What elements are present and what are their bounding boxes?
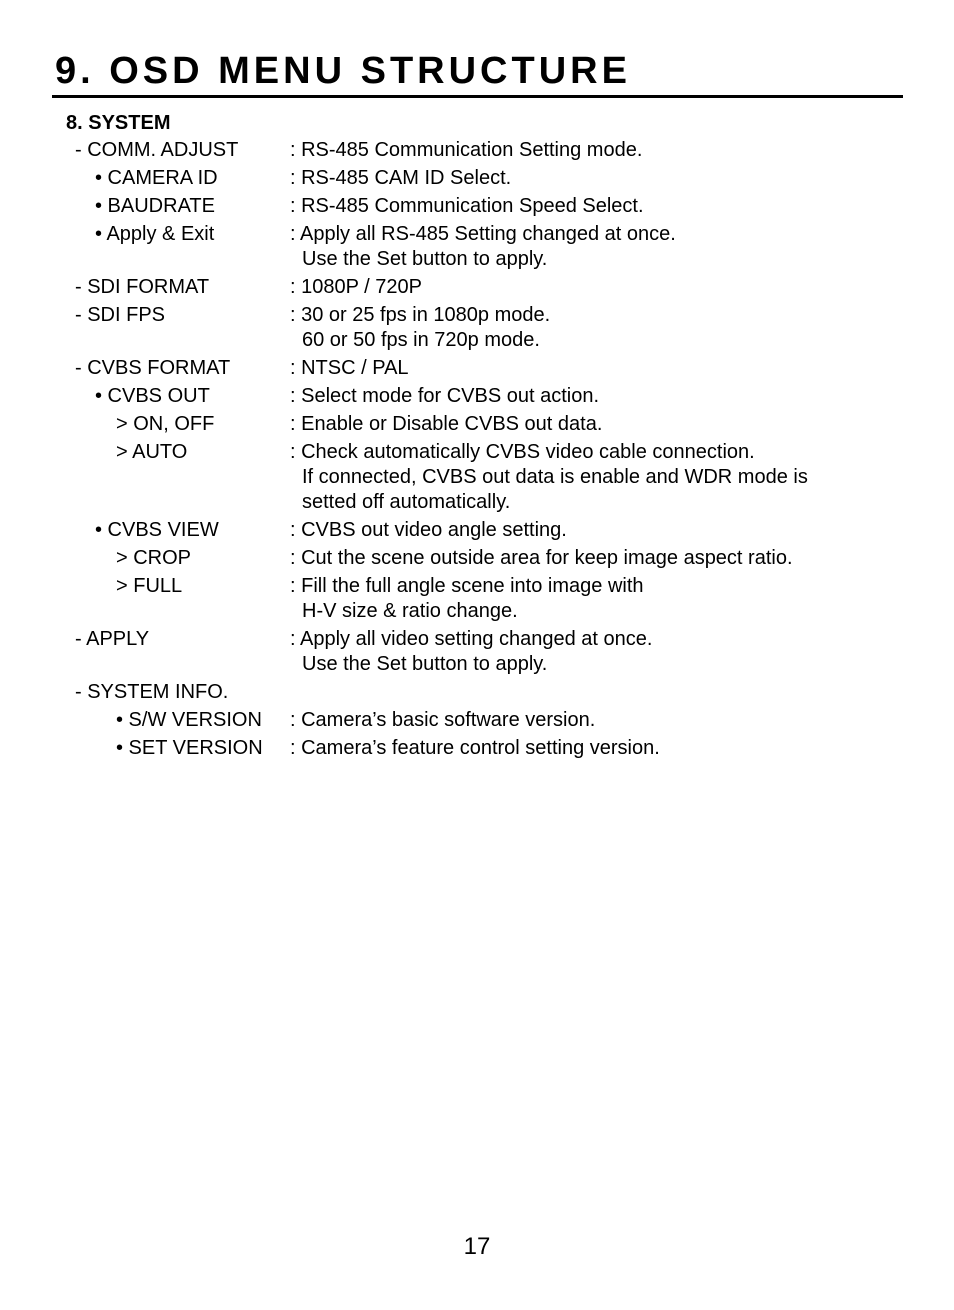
description-line: : Fill the full angle scene into image with <box>290 575 644 597</box>
entry-label: • CAMERA ID <box>95 167 218 189</box>
menu-entry-sdi-fps <box>0 303 954 353</box>
menu-entry-cvbs-format <box>0 356 954 381</box>
entry-description <box>290 138 890 163</box>
entry-description <box>290 574 890 624</box>
page-title: 9. OSD MENU STRUCTURE <box>55 50 631 92</box>
section-heading: 8. SYSTEM <box>66 112 171 134</box>
description-line: : Select mode for CVBS out action. <box>290 385 600 407</box>
entry-label: • BAUDRATE <box>95 195 215 217</box>
page-number: 17 <box>463 1233 491 1260</box>
entry-label: • Apply & Exit <box>95 223 215 245</box>
menu-entry-sw-version <box>0 708 954 733</box>
description-line: 60 or 50 fps in 720p mode. <box>302 329 540 351</box>
description-line: : 30 or 25 fps in 1080p mode. <box>290 304 551 326</box>
menu-entry-cvbs-view <box>0 518 954 543</box>
entry-description <box>290 194 890 219</box>
menu-entry-on-off <box>0 412 954 437</box>
title-divider <box>52 95 903 98</box>
description-line: : Apply all RS-485 Setting changed at once. <box>290 223 676 245</box>
entry-description <box>290 222 890 272</box>
entry-label: - COMM. ADJUST <box>75 139 239 161</box>
entry-description <box>290 627 890 677</box>
description-line: : Apply all video setting changed at once. <box>290 628 653 650</box>
description-line: : NTSC / PAL <box>290 357 409 379</box>
description-line: : Cut the scene outside area for keep image aspect ratio. <box>290 547 793 569</box>
entry-description <box>290 736 890 761</box>
description-line: : Camera’s basic software version. <box>290 709 596 731</box>
description-line: : Enable or Disable CVBS out data. <box>290 413 603 435</box>
menu-entry-baudrate <box>0 194 954 219</box>
description-line: : 1080P / 720P <box>290 276 422 298</box>
entry-description <box>290 303 890 353</box>
menu-entry-crop <box>0 546 954 571</box>
description-line: : RS-485 Communication Speed Select. <box>290 195 644 217</box>
entry-description <box>290 356 890 381</box>
entry-description <box>290 518 890 543</box>
menu-entry-full <box>0 574 954 624</box>
entry-description <box>290 546 890 571</box>
menu-entry-apply-exit <box>0 222 954 272</box>
menu-entry-cvbs-out <box>0 384 954 409</box>
entry-description <box>290 166 890 191</box>
entry-label: • CVBS OUT <box>95 385 210 407</box>
menu-entry-system-info <box>0 680 954 705</box>
menu-entry-set-version <box>0 736 954 761</box>
description-line: Use the Set button to apply. <box>302 653 548 675</box>
description-line: : Camera’s feature control setting version. <box>290 737 660 759</box>
description-line: : RS-485 CAM ID Select. <box>290 167 512 189</box>
entry-label: - SDI FPS <box>75 304 166 326</box>
entry-description <box>290 275 890 300</box>
entry-description <box>290 384 890 409</box>
entry-label: > FULL <box>116 575 183 597</box>
entry-label: - CVBS FORMAT <box>75 357 231 379</box>
menu-entry-list <box>0 138 954 761</box>
menu-entry-comm-adjust <box>0 138 954 163</box>
menu-entry-camera-id <box>0 166 954 191</box>
menu-entry-apply <box>0 627 954 677</box>
entry-label: • CVBS VIEW <box>95 519 219 541</box>
entry-description <box>290 412 890 437</box>
entry-label: • SET VERSION <box>116 737 263 759</box>
entry-description <box>290 680 890 705</box>
description-line: : RS-485 Communication Setting mode. <box>290 139 643 161</box>
description-line: H-V size & ratio change. <box>302 600 518 622</box>
entry-description <box>290 440 890 515</box>
entry-label: > CROP <box>116 547 192 569</box>
entry-label: • S/W VERSION <box>116 709 262 731</box>
description-line: setted off automatically. <box>302 491 511 513</box>
entry-label: > ON, OFF <box>116 413 215 435</box>
entry-label: - APPLY <box>75 628 150 650</box>
entry-label: - SYSTEM INFO. <box>75 681 229 703</box>
entry-label: > AUTO <box>116 441 188 463</box>
description-line: If connected, CVBS out data is enable and WDR mode is <box>302 466 808 488</box>
menu-entry-auto <box>0 440 954 515</box>
menu-entry-sdi-format <box>0 275 954 300</box>
description-line: : Check automatically CVBS video cable connection. <box>290 441 755 463</box>
description-line: Use the Set button to apply. <box>302 248 548 270</box>
description-line: : CVBS out video angle setting. <box>290 519 567 541</box>
entry-label: - SDI FORMAT <box>75 276 210 298</box>
entry-description <box>290 708 890 733</box>
